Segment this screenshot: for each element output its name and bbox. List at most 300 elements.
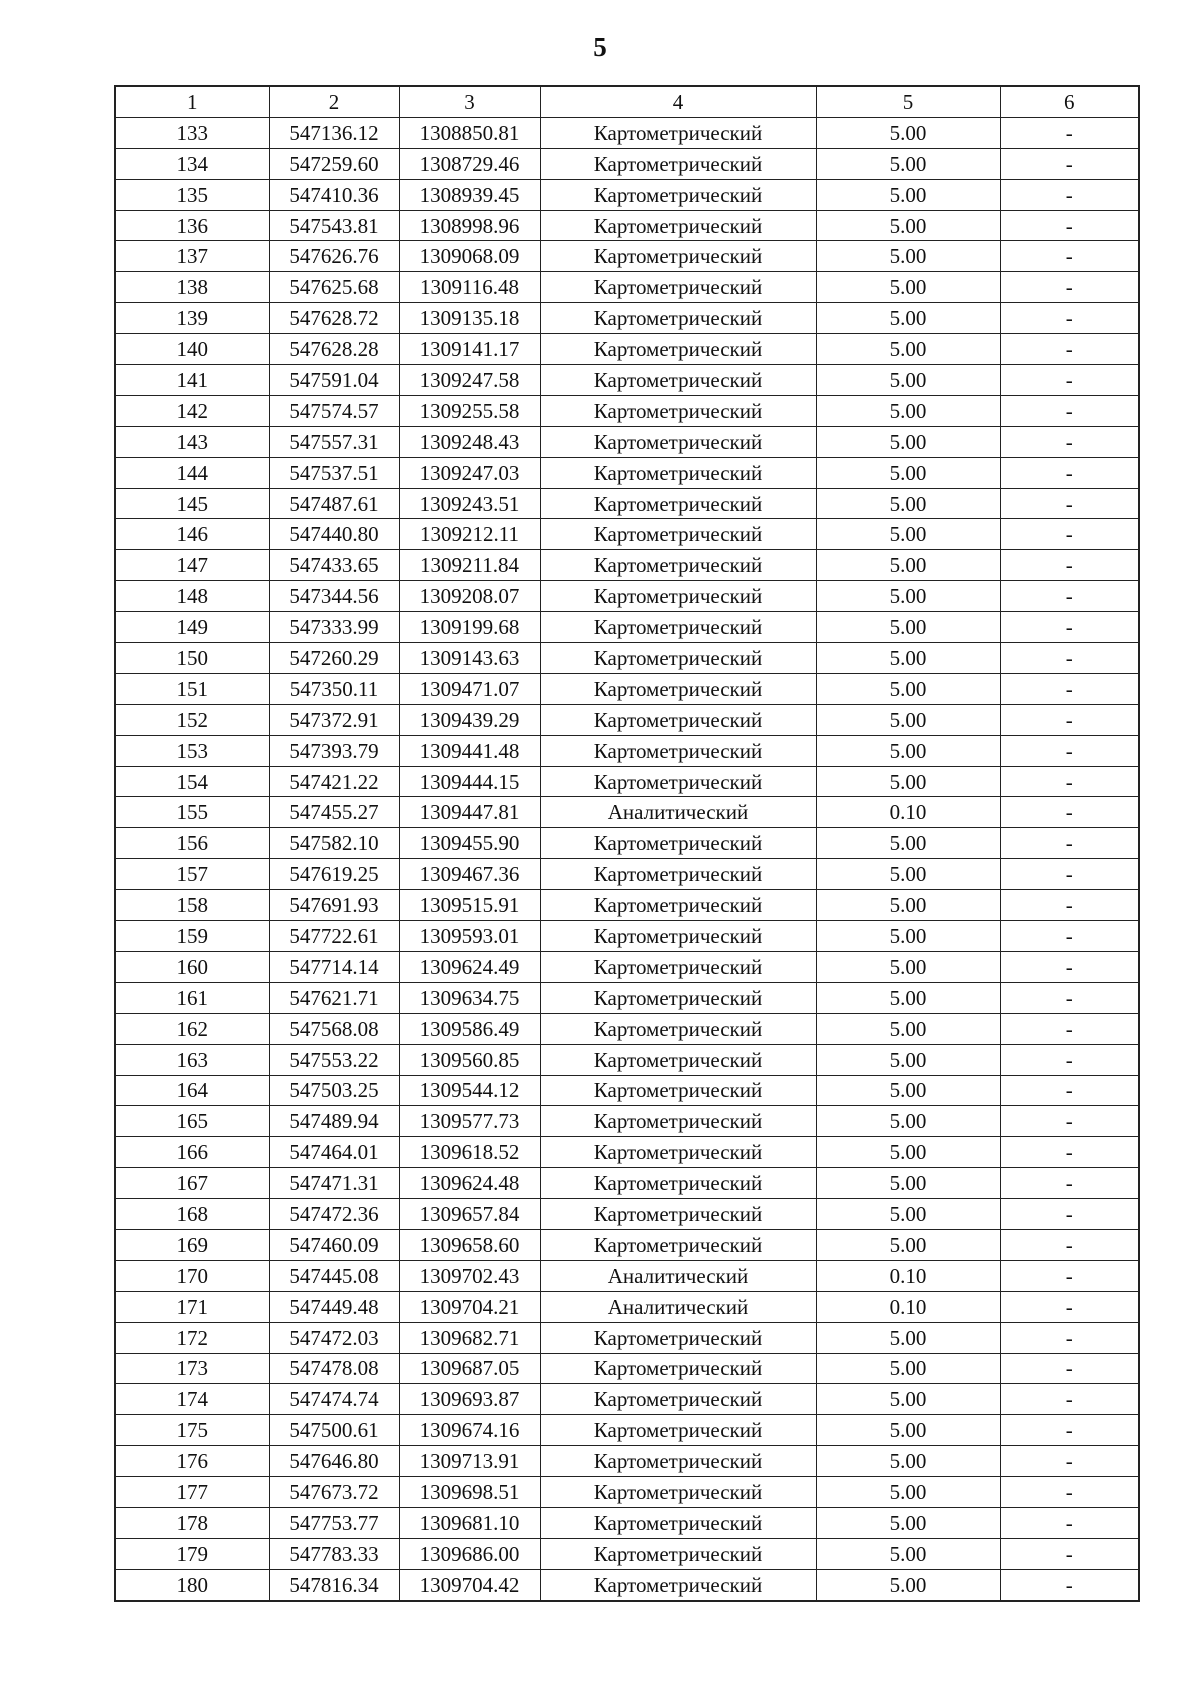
method-cell: Аналитический bbox=[540, 797, 816, 828]
table-row bbox=[115, 1260, 1139, 1291]
accuracy-cell: 5.00 bbox=[816, 117, 1000, 148]
table-row bbox=[115, 117, 1139, 148]
table-row bbox=[115, 1384, 1139, 1415]
point-number-cell: 168 bbox=[115, 1199, 269, 1230]
table-row bbox=[115, 488, 1139, 519]
point-number-cell: 146 bbox=[115, 519, 269, 550]
y-coordinate-cell: 1309702.43 bbox=[399, 1260, 540, 1291]
method-cell: Картометрический bbox=[540, 272, 816, 303]
x-coordinate-cell: 547574.57 bbox=[269, 395, 399, 426]
accuracy-cell: 5.00 bbox=[816, 735, 1000, 766]
method-cell: Картометрический bbox=[540, 704, 816, 735]
point-number-cell: 149 bbox=[115, 612, 269, 643]
y-coordinate-cell: 1309657.84 bbox=[399, 1199, 540, 1230]
accuracy-cell: 0.10 bbox=[816, 797, 1000, 828]
point-number-cell: 164 bbox=[115, 1075, 269, 1106]
method-cell: Картометрический bbox=[540, 1137, 816, 1168]
x-coordinate-cell: 547722.61 bbox=[269, 921, 399, 952]
point-number-cell: 162 bbox=[115, 1013, 269, 1044]
accuracy-cell: 5.00 bbox=[816, 241, 1000, 272]
y-coordinate-cell: 1309116.48 bbox=[399, 272, 540, 303]
method-cell: Картометрический bbox=[540, 1229, 816, 1260]
method-cell: Картометрический bbox=[540, 488, 816, 519]
accuracy-cell: 5.00 bbox=[816, 859, 1000, 890]
point-number-cell: 153 bbox=[115, 735, 269, 766]
description-cell: - bbox=[1000, 1044, 1139, 1075]
table-row bbox=[115, 1415, 1139, 1446]
table-row bbox=[115, 303, 1139, 334]
table-row bbox=[115, 735, 1139, 766]
point-number-cell: 155 bbox=[115, 797, 269, 828]
point-number-cell: 138 bbox=[115, 272, 269, 303]
table-row bbox=[115, 1044, 1139, 1075]
point-number-cell: 152 bbox=[115, 704, 269, 735]
method-cell: Картометрический bbox=[540, 303, 816, 334]
accuracy-cell: 5.00 bbox=[816, 1415, 1000, 1446]
method-cell: Картометрический bbox=[540, 1415, 816, 1446]
x-coordinate-cell: 547460.09 bbox=[269, 1229, 399, 1260]
x-coordinate-cell: 547582.10 bbox=[269, 828, 399, 859]
x-coordinate-cell: 547489.94 bbox=[269, 1106, 399, 1137]
description-cell: - bbox=[1000, 1353, 1139, 1384]
accuracy-cell: 5.00 bbox=[816, 612, 1000, 643]
method-cell: Картометрический bbox=[540, 148, 816, 179]
column-header: 1 bbox=[115, 86, 269, 117]
description-cell: - bbox=[1000, 1168, 1139, 1199]
x-coordinate-cell: 547628.72 bbox=[269, 303, 399, 334]
description-cell: - bbox=[1000, 704, 1139, 735]
point-number-cell: 158 bbox=[115, 890, 269, 921]
description-cell: - bbox=[1000, 735, 1139, 766]
y-coordinate-cell: 1308998.96 bbox=[399, 210, 540, 241]
method-cell: Картометрический bbox=[540, 1075, 816, 1106]
x-coordinate-cell: 547553.22 bbox=[269, 1044, 399, 1075]
y-coordinate-cell: 1309135.18 bbox=[399, 303, 540, 334]
description-cell: - bbox=[1000, 1260, 1139, 1291]
method-cell: Картометрический bbox=[540, 1322, 816, 1353]
accuracy-cell: 5.00 bbox=[816, 1168, 1000, 1199]
y-coordinate-cell: 1309471.07 bbox=[399, 673, 540, 704]
x-coordinate-cell: 547500.61 bbox=[269, 1415, 399, 1446]
y-coordinate-cell: 1309247.03 bbox=[399, 457, 540, 488]
table-row bbox=[115, 457, 1139, 488]
y-coordinate-cell: 1309686.00 bbox=[399, 1538, 540, 1569]
point-number-cell: 176 bbox=[115, 1446, 269, 1477]
point-number-cell: 147 bbox=[115, 550, 269, 581]
method-cell: Картометрический bbox=[540, 890, 816, 921]
method-cell: Картометрический bbox=[540, 519, 816, 550]
description-cell: - bbox=[1000, 1229, 1139, 1260]
point-number-cell: 169 bbox=[115, 1229, 269, 1260]
point-number-cell: 159 bbox=[115, 921, 269, 952]
point-number-cell: 177 bbox=[115, 1477, 269, 1508]
column-header: 2 bbox=[269, 86, 399, 117]
description-cell: - bbox=[1000, 921, 1139, 952]
method-cell: Картометрический bbox=[540, 1446, 816, 1477]
point-number-cell: 156 bbox=[115, 828, 269, 859]
description-cell: - bbox=[1000, 210, 1139, 241]
x-coordinate-cell: 547543.81 bbox=[269, 210, 399, 241]
x-coordinate-cell: 547626.76 bbox=[269, 241, 399, 272]
x-coordinate-cell: 547714.14 bbox=[269, 951, 399, 982]
table-row bbox=[115, 581, 1139, 612]
table-row bbox=[115, 272, 1139, 303]
method-cell: Картометрический bbox=[540, 241, 816, 272]
description-cell: - bbox=[1000, 1322, 1139, 1353]
table-row bbox=[115, 519, 1139, 550]
description-cell: - bbox=[1000, 797, 1139, 828]
x-coordinate-cell: 547440.80 bbox=[269, 519, 399, 550]
table-row bbox=[115, 1106, 1139, 1137]
y-coordinate-cell: 1309586.49 bbox=[399, 1013, 540, 1044]
table-row bbox=[115, 643, 1139, 674]
accuracy-cell: 5.00 bbox=[816, 1353, 1000, 1384]
y-coordinate-cell: 1309577.73 bbox=[399, 1106, 540, 1137]
method-cell: Картометрический bbox=[540, 1538, 816, 1569]
description-cell: - bbox=[1000, 1446, 1139, 1477]
x-coordinate-cell: 547591.04 bbox=[269, 365, 399, 396]
point-number-cell: 174 bbox=[115, 1384, 269, 1415]
accuracy-cell: 5.00 bbox=[816, 148, 1000, 179]
description-cell: - bbox=[1000, 334, 1139, 365]
column-header: 5 bbox=[816, 86, 1000, 117]
description-cell: - bbox=[1000, 272, 1139, 303]
y-coordinate-cell: 1309704.21 bbox=[399, 1291, 540, 1322]
table-row bbox=[115, 766, 1139, 797]
accuracy-cell: 5.00 bbox=[816, 673, 1000, 704]
x-coordinate-cell: 547471.31 bbox=[269, 1168, 399, 1199]
description-cell: - bbox=[1000, 951, 1139, 982]
table-row bbox=[115, 395, 1139, 426]
table-row bbox=[115, 612, 1139, 643]
method-cell: Аналитический bbox=[540, 1291, 816, 1322]
point-number-cell: 137 bbox=[115, 241, 269, 272]
description-cell: - bbox=[1000, 612, 1139, 643]
table-header-row bbox=[115, 86, 1139, 117]
method-cell: Картометрический bbox=[540, 1477, 816, 1508]
accuracy-cell: 5.00 bbox=[816, 1477, 1000, 1508]
method-cell: Картометрический bbox=[540, 117, 816, 148]
y-coordinate-cell: 1309255.58 bbox=[399, 395, 540, 426]
point-number-cell: 142 bbox=[115, 395, 269, 426]
point-number-cell: 133 bbox=[115, 117, 269, 148]
column-header: 3 bbox=[399, 86, 540, 117]
point-number-cell: 163 bbox=[115, 1044, 269, 1075]
table-row bbox=[115, 1446, 1139, 1477]
point-number-cell: 171 bbox=[115, 1291, 269, 1322]
accuracy-cell: 5.00 bbox=[816, 395, 1000, 426]
description-cell: - bbox=[1000, 365, 1139, 396]
table-row bbox=[115, 1168, 1139, 1199]
accuracy-cell: 5.00 bbox=[816, 179, 1000, 210]
x-coordinate-cell: 547568.08 bbox=[269, 1013, 399, 1044]
y-coordinate-cell: 1309634.75 bbox=[399, 982, 540, 1013]
table-row bbox=[115, 148, 1139, 179]
method-cell: Картометрический bbox=[540, 643, 816, 674]
y-coordinate-cell: 1309658.60 bbox=[399, 1229, 540, 1260]
accuracy-cell: 5.00 bbox=[816, 828, 1000, 859]
method-cell: Картометрический bbox=[540, 859, 816, 890]
table-row bbox=[115, 426, 1139, 457]
accuracy-cell: 5.00 bbox=[816, 334, 1000, 365]
x-coordinate-cell: 547410.36 bbox=[269, 179, 399, 210]
x-coordinate-cell: 547260.29 bbox=[269, 643, 399, 674]
point-number-cell: 150 bbox=[115, 643, 269, 674]
y-coordinate-cell: 1309441.48 bbox=[399, 735, 540, 766]
x-coordinate-cell: 547350.11 bbox=[269, 673, 399, 704]
method-cell: Картометрический bbox=[540, 982, 816, 1013]
table-row bbox=[115, 334, 1139, 365]
table-row bbox=[115, 1569, 1139, 1600]
accuracy-cell: 5.00 bbox=[816, 1199, 1000, 1230]
accuracy-cell: 5.00 bbox=[816, 426, 1000, 457]
description-cell: - bbox=[1000, 117, 1139, 148]
y-coordinate-cell: 1309515.91 bbox=[399, 890, 540, 921]
description-cell: - bbox=[1000, 1538, 1139, 1569]
table-row bbox=[115, 1229, 1139, 1260]
table-row bbox=[115, 1199, 1139, 1230]
x-coordinate-cell: 547487.61 bbox=[269, 488, 399, 519]
table-row bbox=[115, 241, 1139, 272]
accuracy-cell: 5.00 bbox=[816, 1446, 1000, 1477]
table-row bbox=[115, 1291, 1139, 1322]
accuracy-cell: 5.00 bbox=[816, 921, 1000, 952]
point-number-cell: 165 bbox=[115, 1106, 269, 1137]
table-row bbox=[115, 890, 1139, 921]
accuracy-cell: 5.00 bbox=[816, 766, 1000, 797]
point-number-cell: 139 bbox=[115, 303, 269, 334]
accuracy-cell: 5.00 bbox=[816, 1044, 1000, 1075]
point-number-cell: 151 bbox=[115, 673, 269, 704]
x-coordinate-cell: 547136.12 bbox=[269, 117, 399, 148]
description-cell: - bbox=[1000, 1477, 1139, 1508]
y-coordinate-cell: 1309682.71 bbox=[399, 1322, 540, 1353]
x-coordinate-cell: 547816.34 bbox=[269, 1569, 399, 1600]
description-cell: - bbox=[1000, 859, 1139, 890]
description-cell: - bbox=[1000, 303, 1139, 334]
description-cell: - bbox=[1000, 1075, 1139, 1106]
point-number-cell: 154 bbox=[115, 766, 269, 797]
table-row bbox=[115, 210, 1139, 241]
accuracy-cell: 0.10 bbox=[816, 1260, 1000, 1291]
accuracy-cell: 5.00 bbox=[816, 1137, 1000, 1168]
table-row bbox=[115, 921, 1139, 952]
method-cell: Картометрический bbox=[540, 1106, 816, 1137]
method-cell: Картометрический bbox=[540, 1353, 816, 1384]
description-cell: - bbox=[1000, 673, 1139, 704]
y-coordinate-cell: 1309243.51 bbox=[399, 488, 540, 519]
point-number-cell: 148 bbox=[115, 581, 269, 612]
method-cell: Аналитический bbox=[540, 1260, 816, 1291]
method-cell: Картометрический bbox=[540, 1013, 816, 1044]
description-cell: - bbox=[1000, 179, 1139, 210]
method-cell: Картометрический bbox=[540, 921, 816, 952]
description-cell: - bbox=[1000, 550, 1139, 581]
table-row bbox=[115, 1477, 1139, 1508]
x-coordinate-cell: 547537.51 bbox=[269, 457, 399, 488]
description-cell: - bbox=[1000, 766, 1139, 797]
y-coordinate-cell: 1308939.45 bbox=[399, 179, 540, 210]
y-coordinate-cell: 1309143.63 bbox=[399, 643, 540, 674]
y-coordinate-cell: 1309560.85 bbox=[399, 1044, 540, 1075]
table-row bbox=[115, 1322, 1139, 1353]
description-cell: - bbox=[1000, 519, 1139, 550]
table-row bbox=[115, 797, 1139, 828]
y-coordinate-cell: 1309674.16 bbox=[399, 1415, 540, 1446]
point-number-cell: 140 bbox=[115, 334, 269, 365]
point-number-cell: 161 bbox=[115, 982, 269, 1013]
table-body bbox=[115, 86, 1139, 1601]
accuracy-cell: 5.00 bbox=[816, 890, 1000, 921]
y-coordinate-cell: 1309248.43 bbox=[399, 426, 540, 457]
description-cell: - bbox=[1000, 148, 1139, 179]
method-cell: Картометрический bbox=[540, 766, 816, 797]
x-coordinate-cell: 547628.28 bbox=[269, 334, 399, 365]
table-row bbox=[115, 828, 1139, 859]
table-row bbox=[115, 1353, 1139, 1384]
x-coordinate-cell: 547691.93 bbox=[269, 890, 399, 921]
x-coordinate-cell: 547344.56 bbox=[269, 581, 399, 612]
page-number: 5 bbox=[593, 32, 607, 62]
accuracy-cell: 5.00 bbox=[816, 365, 1000, 396]
accuracy-cell: 5.00 bbox=[816, 1229, 1000, 1260]
accuracy-cell: 5.00 bbox=[816, 1569, 1000, 1600]
point-number-cell: 166 bbox=[115, 1137, 269, 1168]
table-row bbox=[115, 1075, 1139, 1106]
description-cell: - bbox=[1000, 1291, 1139, 1322]
x-coordinate-cell: 547393.79 bbox=[269, 735, 399, 766]
point-number-cell: 175 bbox=[115, 1415, 269, 1446]
description-cell: - bbox=[1000, 241, 1139, 272]
method-cell: Картометрический bbox=[540, 1199, 816, 1230]
description-cell: - bbox=[1000, 828, 1139, 859]
point-number-cell: 180 bbox=[115, 1569, 269, 1600]
method-cell: Картометрический bbox=[540, 673, 816, 704]
y-coordinate-cell: 1309444.15 bbox=[399, 766, 540, 797]
y-coordinate-cell: 1309141.17 bbox=[399, 334, 540, 365]
point-number-cell: 134 bbox=[115, 148, 269, 179]
method-cell: Картометрический bbox=[540, 395, 816, 426]
table-row bbox=[115, 673, 1139, 704]
y-coordinate-cell: 1309681.10 bbox=[399, 1507, 540, 1538]
x-coordinate-cell: 547625.68 bbox=[269, 272, 399, 303]
method-cell: Картометрический bbox=[540, 828, 816, 859]
accuracy-cell: 5.00 bbox=[816, 1507, 1000, 1538]
accuracy-cell: 5.00 bbox=[816, 1013, 1000, 1044]
y-coordinate-cell: 1309439.29 bbox=[399, 704, 540, 735]
y-coordinate-cell: 1309212.11 bbox=[399, 519, 540, 550]
description-cell: - bbox=[1000, 395, 1139, 426]
y-coordinate-cell: 1309211.84 bbox=[399, 550, 540, 581]
x-coordinate-cell: 547372.91 bbox=[269, 704, 399, 735]
point-number-cell: 157 bbox=[115, 859, 269, 890]
y-coordinate-cell: 1309618.52 bbox=[399, 1137, 540, 1168]
table-row bbox=[115, 179, 1139, 210]
point-number-cell: 144 bbox=[115, 457, 269, 488]
y-coordinate-cell: 1308729.46 bbox=[399, 148, 540, 179]
y-coordinate-cell: 1309068.09 bbox=[399, 241, 540, 272]
description-cell: - bbox=[1000, 1199, 1139, 1230]
x-coordinate-cell: 547259.60 bbox=[269, 148, 399, 179]
x-coordinate-cell: 547474.74 bbox=[269, 1384, 399, 1415]
point-number-cell: 141 bbox=[115, 365, 269, 396]
y-coordinate-cell: 1309687.05 bbox=[399, 1353, 540, 1384]
table-row bbox=[115, 951, 1139, 982]
y-coordinate-cell: 1309713.91 bbox=[399, 1446, 540, 1477]
y-coordinate-cell: 1309447.81 bbox=[399, 797, 540, 828]
table-row bbox=[115, 365, 1139, 396]
accuracy-cell: 5.00 bbox=[816, 1322, 1000, 1353]
accuracy-cell: 5.00 bbox=[816, 550, 1000, 581]
table-row bbox=[115, 550, 1139, 581]
table-row bbox=[115, 1013, 1139, 1044]
table-row bbox=[115, 1137, 1139, 1168]
x-coordinate-cell: 547673.72 bbox=[269, 1477, 399, 1508]
accuracy-cell: 5.00 bbox=[816, 1538, 1000, 1569]
column-header: 4 bbox=[540, 86, 816, 117]
y-coordinate-cell: 1309693.87 bbox=[399, 1384, 540, 1415]
x-coordinate-cell: 547621.71 bbox=[269, 982, 399, 1013]
description-cell: - bbox=[1000, 457, 1139, 488]
x-coordinate-cell: 547455.27 bbox=[269, 797, 399, 828]
method-cell: Картометрический bbox=[540, 457, 816, 488]
description-cell: - bbox=[1000, 1507, 1139, 1538]
table-row bbox=[115, 859, 1139, 890]
point-number-cell: 145 bbox=[115, 488, 269, 519]
x-coordinate-cell: 547464.01 bbox=[269, 1137, 399, 1168]
method-cell: Картометрический bbox=[540, 1507, 816, 1538]
y-coordinate-cell: 1309698.51 bbox=[399, 1477, 540, 1508]
method-cell: Картометрический bbox=[540, 426, 816, 457]
y-coordinate-cell: 1309704.42 bbox=[399, 1569, 540, 1600]
x-coordinate-cell: 547753.77 bbox=[269, 1507, 399, 1538]
description-cell: - bbox=[1000, 1569, 1139, 1600]
y-coordinate-cell: 1309624.49 bbox=[399, 951, 540, 982]
point-number-cell: 143 bbox=[115, 426, 269, 457]
point-number-cell: 178 bbox=[115, 1507, 269, 1538]
x-coordinate-cell: 547421.22 bbox=[269, 766, 399, 797]
point-number-cell: 136 bbox=[115, 210, 269, 241]
method-cell: Картометрический bbox=[540, 1569, 816, 1600]
x-coordinate-cell: 547503.25 bbox=[269, 1075, 399, 1106]
point-number-cell: 135 bbox=[115, 179, 269, 210]
accuracy-cell: 5.00 bbox=[816, 951, 1000, 982]
column-header: 6 bbox=[1000, 86, 1139, 117]
y-coordinate-cell: 1309624.48 bbox=[399, 1168, 540, 1199]
accuracy-cell: 5.00 bbox=[816, 210, 1000, 241]
accuracy-cell: 5.00 bbox=[816, 1106, 1000, 1137]
y-coordinate-cell: 1309593.01 bbox=[399, 921, 540, 952]
description-cell: - bbox=[1000, 1384, 1139, 1415]
method-cell: Картометрический bbox=[540, 210, 816, 241]
table-row bbox=[115, 1507, 1139, 1538]
method-cell: Картометрический bbox=[540, 1044, 816, 1075]
accuracy-cell: 5.00 bbox=[816, 1075, 1000, 1106]
method-cell: Картометрический bbox=[540, 179, 816, 210]
method-cell: Картометрический bbox=[540, 581, 816, 612]
point-number-cell: 170 bbox=[115, 1260, 269, 1291]
description-cell: - bbox=[1000, 1106, 1139, 1137]
x-coordinate-cell: 547445.08 bbox=[269, 1260, 399, 1291]
description-cell: - bbox=[1000, 426, 1139, 457]
y-coordinate-cell: 1308850.81 bbox=[399, 117, 540, 148]
y-coordinate-cell: 1309199.68 bbox=[399, 612, 540, 643]
description-cell: - bbox=[1000, 1013, 1139, 1044]
accuracy-cell: 5.00 bbox=[816, 488, 1000, 519]
x-coordinate-cell: 547433.65 bbox=[269, 550, 399, 581]
table-row bbox=[115, 982, 1139, 1013]
accuracy-cell: 5.00 bbox=[816, 581, 1000, 612]
